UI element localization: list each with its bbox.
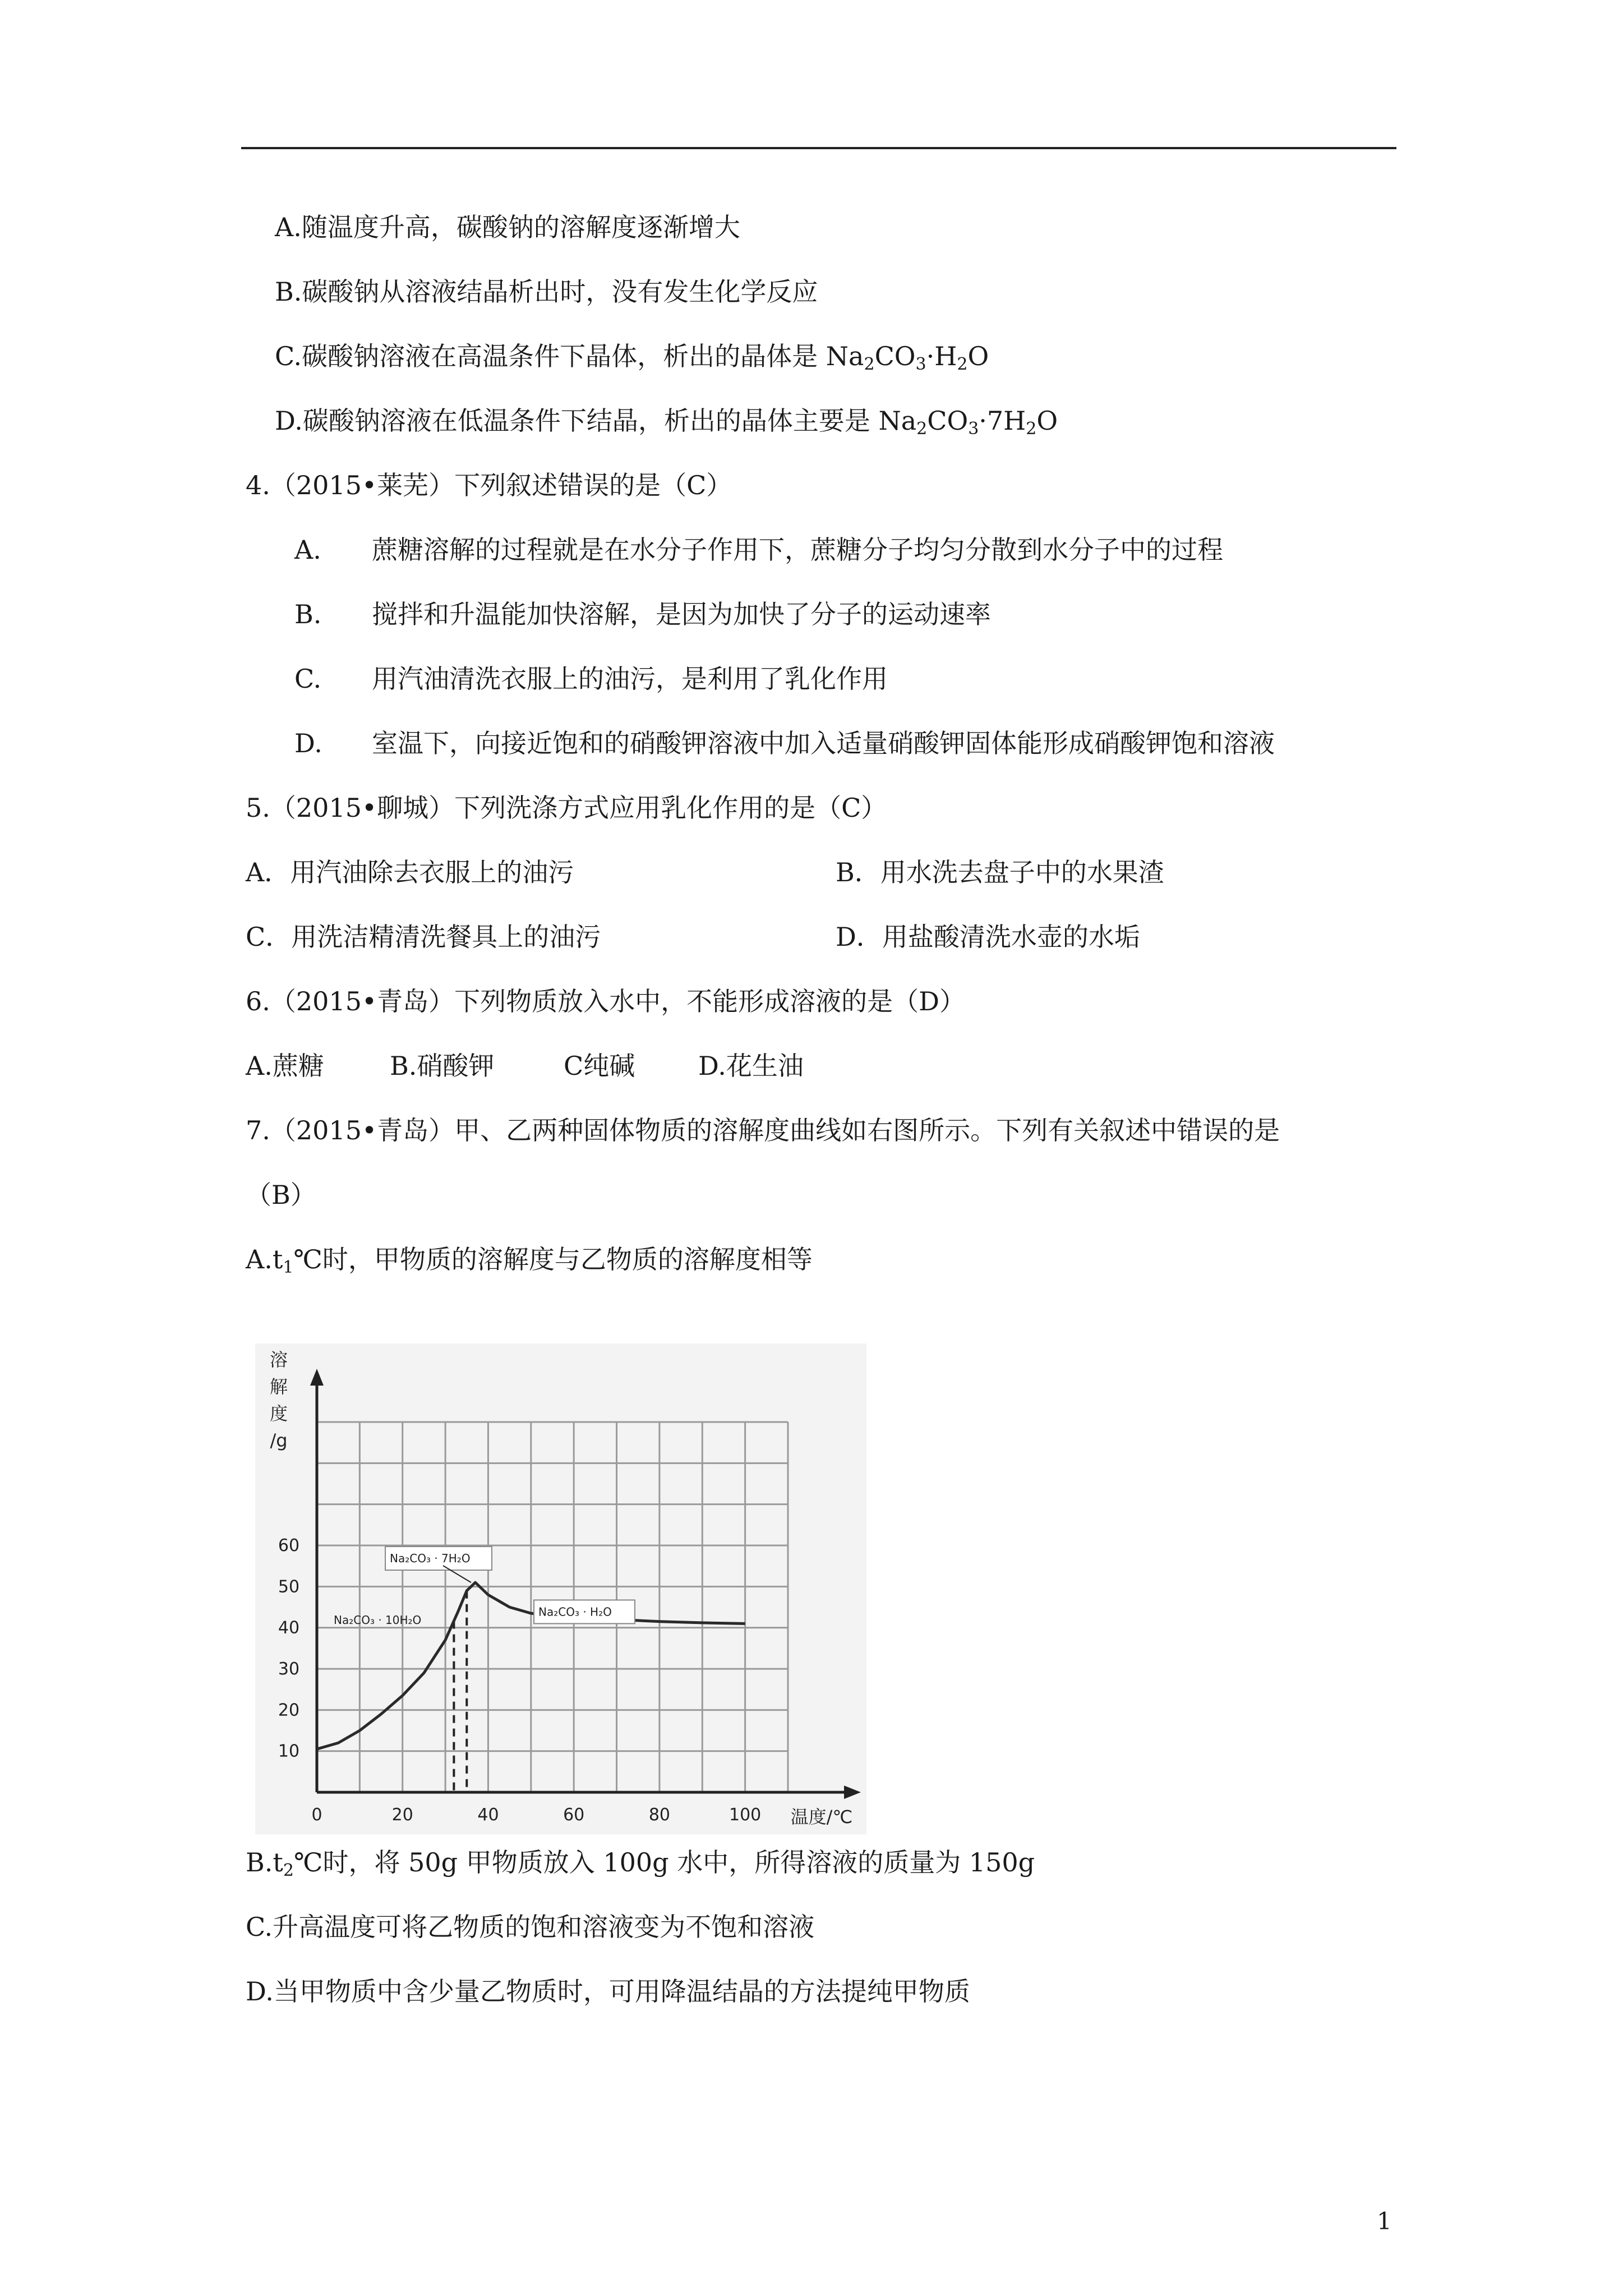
header-rule [241,147,1396,149]
q4-option-a-text: 蔗糖溶解的过程就是在水分子作用下，蔗糖分子均匀分散到水分子中的过程 [372,535,1223,565]
y-axis-label-char: /g [270,1430,288,1451]
annotation-label: Na₂CO₃ · H₂O [538,1605,612,1619]
annotation-label: Na₂CO₃ · 7H₂O [390,1552,471,1565]
q4-stem: 4.（2015•莱芜）下列叙述错误的是（C） [246,470,732,500]
q6-option-c: C纯碱 [564,1051,635,1081]
y-axis-label-char: 溶 [269,1349,288,1370]
x-tick-label: 20 [391,1805,413,1825]
q7-option-d: D.当甲物质中含少量乙物质时，可用降温结晶的方法提纯甲物质 [246,1976,970,2007]
x-tick-label: 0 [311,1805,322,1825]
y-tick-label: 30 [278,1659,300,1679]
q6-option-a: A.蔗糖 [246,1051,324,1081]
q4-option-d-letter: D. [294,728,322,758]
q6-option-b: B.硝酸钾 [390,1051,495,1081]
q4-option-c-text: 用汽油清洗衣服上的油污，是利用了乳化作用 [372,664,888,694]
q6-option-d: D.花生油 [698,1051,804,1081]
annotation-label: Na₂CO₃ · 10H₂O [334,1613,422,1627]
y-axis-label-char: 度 [269,1403,288,1424]
y-axis-arrow [310,1369,324,1386]
q7-option-b: $B.t_2℃$时，将 50g 甲物质放入 100g 水中，所得溶液的质量为 150g [246,1847,1035,1880]
q4-option-b-letter: B. [294,599,322,629]
y-tick-label: 60 [278,1536,300,1556]
q3-option-a: A.随温度升高，碳酸钠的溶解度逐渐增大 [275,212,740,242]
q7-option-c: C.升高温度可将乙物质的饱和溶液变为不饱和溶液 [246,1912,815,1942]
y-tick-label: 40 [278,1618,300,1638]
solubility-chart [255,1343,866,1834]
x-tick-label: 60 [563,1805,585,1825]
y-axis-label-char: 解 [269,1376,288,1397]
q3-option-b: B.碳酸钠从溶液结晶析出时，没有发生化学反应 [275,277,818,307]
x-axis-arrow [844,1786,861,1799]
q7-option-a: $A.t_1℃$时，甲物质的溶解度与乙物质的溶解度相等 [246,1244,813,1277]
q4-option-d-text: 室温下，向接近饱和的硝酸钾溶液中加入适量硝酸钾固体能形成硝酸钾饱和溶液 [372,728,1275,758]
x-tick-label: 80 [648,1805,671,1825]
q7-stem: 7.（2015•青岛）甲、乙两种固体物质的溶解度曲线如右图所示。下列有关叙述中错误的是 [246,1115,1280,1145]
solubility-chart-svg [255,1343,866,1834]
q4-option-b-text: 搅拌和升温能加快溶解，是因为加快了分子的运动速率 [372,599,991,629]
x-tick-label: 40 [477,1805,499,1825]
y-tick-label: 10 [278,1741,300,1761]
q3-option-d: D.碳酸钠溶液在低温条件下结晶，析出的晶体主要是 $Na_2CO_3\cdot 7H_2O$ [275,406,1058,439]
q5-option-b: B．用水洗去盘子中的水果渣 [836,857,1164,887]
q4-option-c-letter: C. [294,664,322,694]
x-tick-label: 100 [729,1805,762,1825]
page-number: 1 [1377,2207,1392,2235]
q5-option-c: C．用洗洁精清洗餐具上的油污 [246,922,601,952]
q5-option-a: A．用汽油除去衣服上的油污 [246,857,574,887]
q5-option-d: D．用盐酸清洗水壶的水垢 [836,922,1140,952]
y-tick-label: 20 [278,1700,300,1720]
y-tick-label: 50 [278,1577,300,1597]
q4-option-a-letter: A. [294,535,321,565]
x-axis-label: 温度/℃ [790,1806,853,1828]
q5-stem: 5.（2015•聊城）下列洗涤方式应用乳化作用的是（C） [246,793,887,823]
q3-option-c: C.碳酸钠溶液在高温条件下晶体，析出的晶体是 $Na_2CO_3\cdot H_2O$ [275,341,989,374]
q7-answer: （B） [246,1180,316,1210]
q6-stem: 6.（2015•青岛）下列物质放入水中，不能形成溶液的是（D） [246,986,965,1016]
